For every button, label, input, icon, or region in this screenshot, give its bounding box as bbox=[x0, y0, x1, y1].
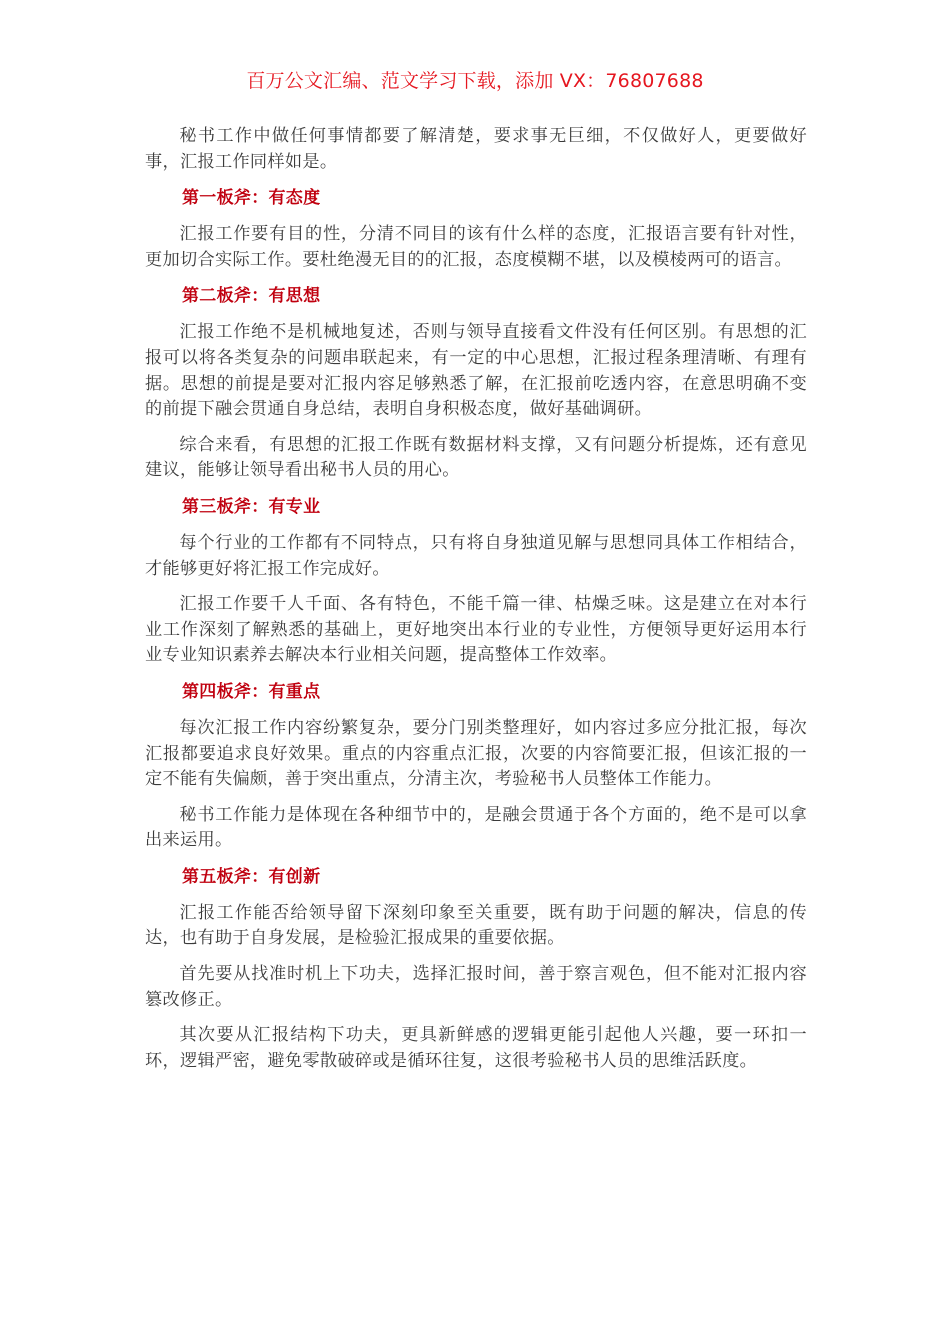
document-body bbox=[145, 124, 807, 1084]
promo-banner: 百万公文汇编、范文学习下载，添加 VX：76807688 bbox=[246, 70, 704, 92]
paragraph: 综合来看，有思想的汇报工作既有数据材料支撑，又有问题分析提炼，还有意见建议，能够让领导看出秘书人员的用心。 bbox=[145, 434, 807, 481]
paragraph: 秘书工作能力是体现在各种细节中的，是融会贯通于各个方面的，绝不是可以拿出来运用。 bbox=[145, 804, 807, 851]
section-heading-2: 第二板斧：有思想 bbox=[182, 286, 321, 307]
paragraph: 其次要从汇报结构下功夫，更具新鲜感的逻辑更能引起他人兴趣，要一环扣一环，逻辑严密，避免零散破碎或是循环往复，这很考验秘书人员的思维活跃度。 bbox=[145, 1025, 807, 1071]
paragraph: 每个行业的工作都有不同特点，只有将自身独道见解与思想同具体工作相结合，才能够更好将汇报工作完成好。 bbox=[145, 532, 807, 579]
section-heading-1: 第一板斧：有态度 bbox=[182, 188, 321, 209]
paragraph: 首先要从找准时机上下功夫，选择汇报时间，善于察言观色，但不能对汇报内容篡改修正。 bbox=[145, 964, 807, 1010]
paragraph: 汇报工作能否给领导留下深刻印象至关重要，既有助于问题的解决，信息的传达，也有助于自身发展，是检验汇报成果的重要依据。 bbox=[145, 902, 807, 949]
section-heading-4: 第四板斧：有重点 bbox=[182, 681, 321, 702]
section-heading-3: 第三板斧：有专业 bbox=[182, 496, 321, 517]
section-heading-5: 第五板斧：有创新 bbox=[182, 866, 321, 887]
paragraph: 汇报工作绝不是机械地复述，否则与领导直接看文件没有任何区别。有思想的汇报可以将各类复杂的问题串联起来，有一定的中心思想，汇报过程条理清晰、有理有据。思想的前提是要对汇报内容足够熟悉了解，在汇报前吃透内容，在意思明确不变的前提下融会贯通自身总结，表明自身积极态度，做好基础调研。 bbox=[145, 322, 807, 420]
paragraph-intro: 秘书工作中做任何事情都要了解清楚，要求事无巨细，不仅做好人，更要做好事，汇报工作同样如是。 bbox=[145, 126, 807, 172]
paragraph: 每次汇报工作内容纷繁复杂，要分门别类整理好，如内容过多应分批汇报，每次汇报都要追求良好效果。重点的内容重点汇报，次要的内容简要汇报，但该汇报的一定不能有失偏颇，善于突出重点，分清主次，考验秘书人员整体工作能力。 bbox=[145, 717, 807, 790]
paragraph: 汇报工作要千人千面、各有特色，不能千篇一律、枯燥乏味。这是建立在对本行业工作深刻了解熟悉的基础上，更好地突出本行业的专业性，方便领导更好运用本行业专业知识素养去解决本行业相关问题，提高整体工作效率。 bbox=[145, 594, 807, 666]
paragraph: 汇报工作要有目的性，分清不同目的该有什么样的态度，汇报语言要有针对性，更加切合实际工作。要杜绝漫无目的的汇报，态度模糊不堪，以及模棱两可的语言。 bbox=[145, 224, 807, 270]
